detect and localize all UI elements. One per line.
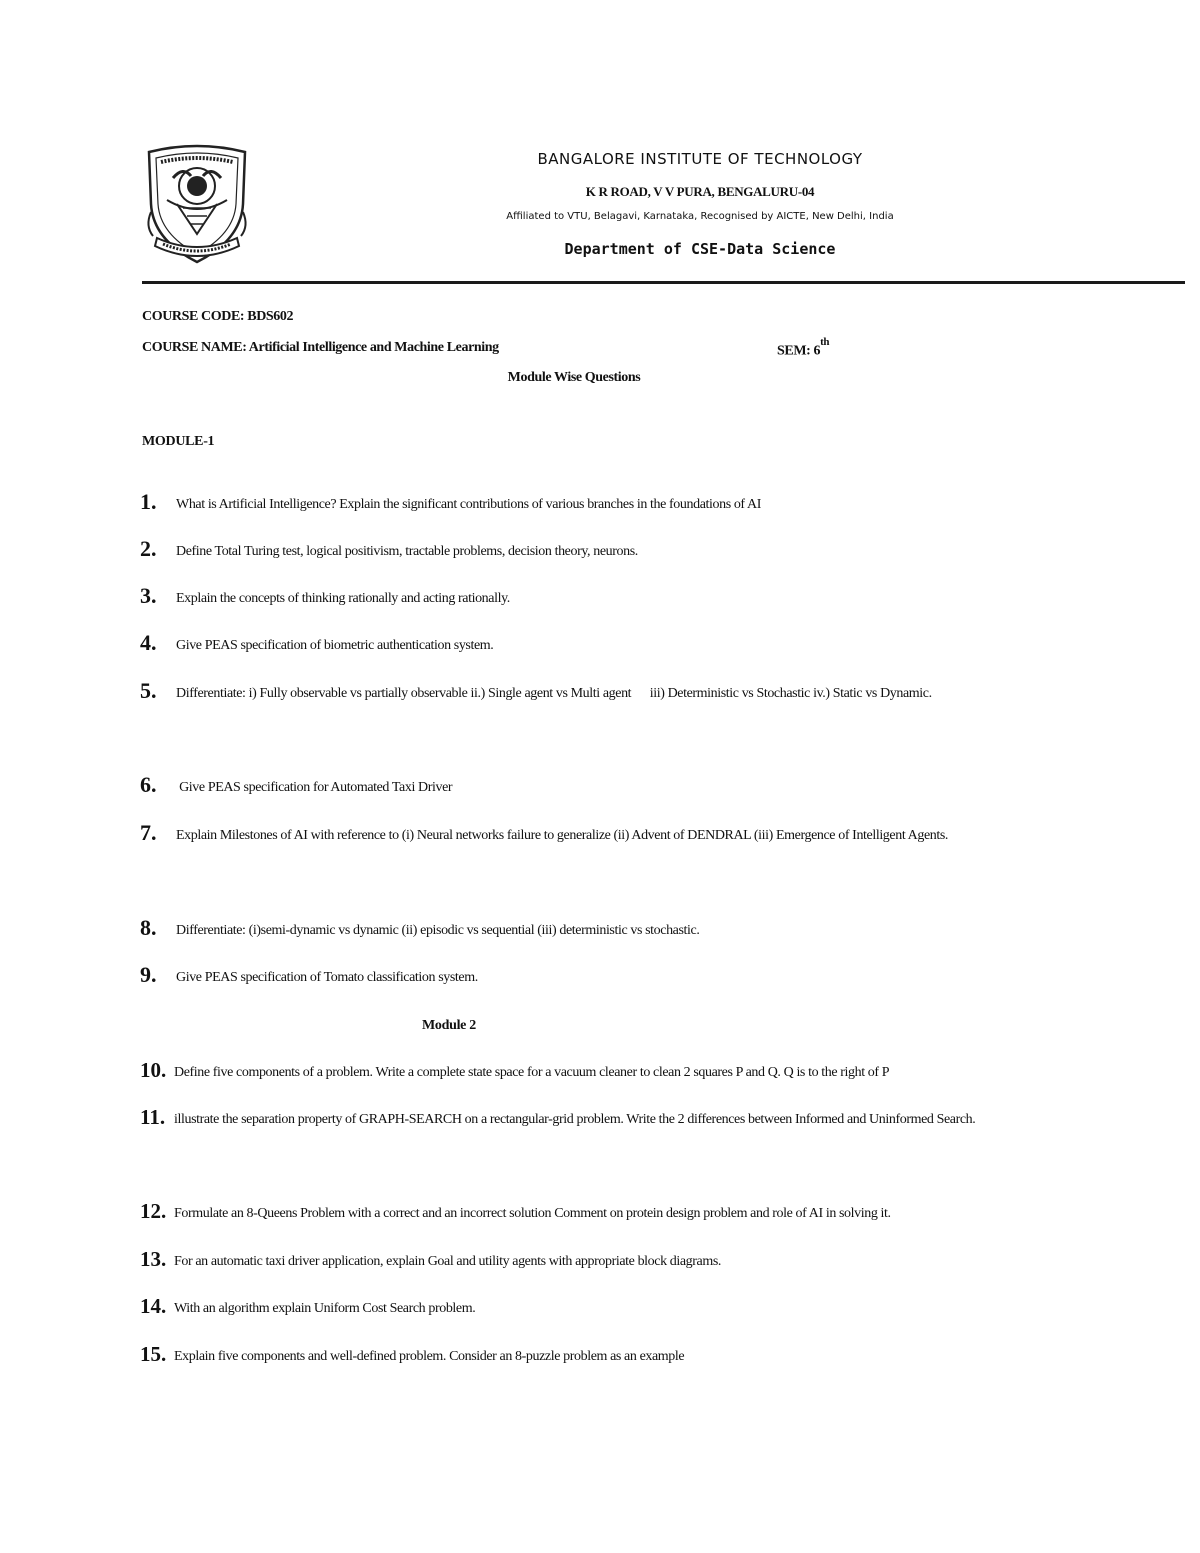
question-number: 5. [140, 678, 157, 703]
affiliation-line: Affiliated to VTU, Belagavi, Karnataka, Recognised by AICTE, New Delhi, India [506, 211, 894, 222]
semester-value: SEM: 6 [777, 343, 821, 359]
question-number: 14. [140, 1294, 167, 1318]
module-2-heading: Module 2 [422, 1018, 476, 1033]
question-number: 3. [140, 583, 157, 608]
question-text: What is Artificial Intelligence? Explain the significant contributions of various branches in the foundations of AI [176, 497, 761, 512]
question-number: 10. [140, 1058, 167, 1082]
question-number: 1. [140, 489, 157, 514]
question-text: Differentiate: i) Fully observable vs partially observable ii.) Single agent vs Multi agent iii) Deterministic vs Stochastic iv.) Static vs Dynamic. [176, 686, 932, 701]
question-number: 8. [140, 915, 157, 940]
question-text: Explain five components and well-defined problem. Consider an 8-puzzle problem as an example [174, 1349, 685, 1364]
question-number: 7. [140, 820, 157, 845]
question-text: Formulate an 8-Queens Problem with a correct and an incorrect solution Comment on protein design problem and role of AI in solving it. [174, 1206, 891, 1221]
semester [777, 336, 830, 360]
header-divider [142, 281, 1185, 284]
question-text: Give PEAS specification of biometric authentication system. [176, 638, 494, 653]
question-number: 4. [140, 630, 157, 655]
module-1-heading: MODULE-1 [142, 434, 215, 449]
institute-name: BANGALORE INSTITUTE OF TECHNOLOGY [537, 150, 863, 168]
question-text: illustrate the separation property of GRAPH-SEARCH on a rectangular-grid problem. Write the 2 differences between Informed and Uninformed Search. [174, 1112, 976, 1127]
question-text: Explain the concepts of thinking rationally and acting rationally. [176, 591, 510, 606]
question-number: 13. [140, 1247, 167, 1271]
document-subtitle: Module Wise Questions [507, 370, 641, 385]
question-number: 2. [140, 536, 157, 561]
question-text: Give PEAS specification for Automated Taxi Driver [176, 780, 453, 795]
department-name: Department of CSE-Data Science [564, 240, 836, 258]
question-text: Give PEAS specification of Tomato classification system. [176, 970, 478, 985]
question-text: With an algorithm explain Uniform Cost Search problem. [174, 1301, 476, 1316]
course-name: COURSE NAME: Artificial Intelligence and Machine Learning [142, 340, 499, 355]
question-number: 9. [140, 962, 157, 987]
semester-suffix: th [820, 336, 830, 348]
question-text: Explain Milestones of AI with reference to (i) Neural networks failure to generalize (ii) Advent of DENDRAL (iii) Emergence of Intelligent Agents. [176, 828, 949, 843]
course-code: COURSE CODE: BDS602 [142, 309, 294, 324]
question-number: 15. [140, 1342, 167, 1366]
question-number: 6. [140, 772, 157, 797]
question-text: Define Total Turing test, logical positivism, tractable problems, decision theory, neurons. [176, 544, 638, 559]
institute-address: K R ROAD, V V PURA, BENGALURU-04 [585, 184, 815, 199]
question-text: Differentiate: (i)semi-dynamic vs dynamic (ii) episodic vs sequential (iii) deterministic vs stochastic. [176, 923, 700, 938]
question-text: For an automatic taxi driver application, explain Goal and utility agents with appropriate block diagrams. [174, 1254, 721, 1269]
question-text: Define five components of a problem. Write a complete state space for a vacuum cleaner to clean 2 squares P and Q. Q is to the right of P [174, 1065, 890, 1080]
question-number: 11. [140, 1105, 166, 1129]
institute-emblem-logo [143, 142, 251, 266]
question-number: 12. [140, 1199, 167, 1223]
